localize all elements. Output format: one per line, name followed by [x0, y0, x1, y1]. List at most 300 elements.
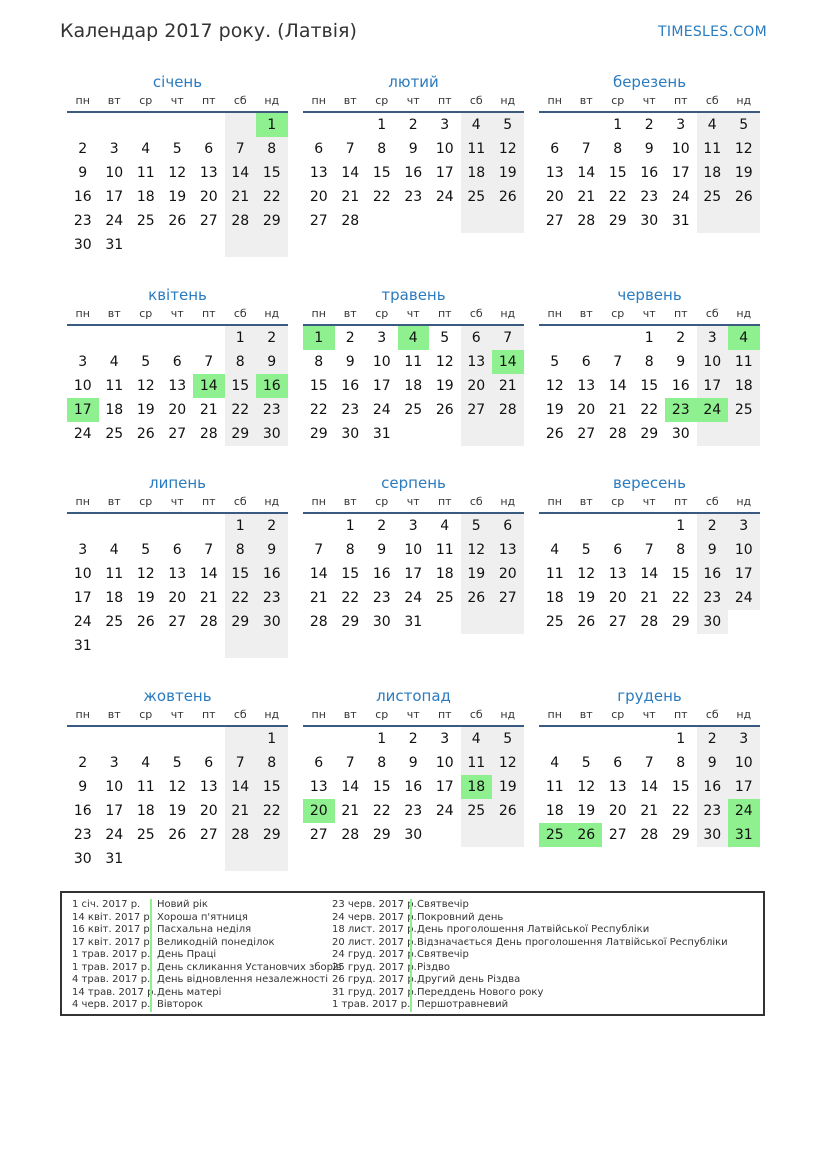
day-cell[interactable]: 30: [671, 426, 690, 442]
day-cell[interactable]: 31: [105, 237, 124, 253]
day-cell[interactable]: 16: [256, 562, 288, 586]
day-cell[interactable]: 11: [728, 350, 760, 374]
day-cell[interactable]: 18: [404, 378, 423, 394]
day-cell[interactable]: 1: [256, 727, 288, 751]
day-cell[interactable]: 22: [225, 586, 257, 610]
day-cell[interactable]: 2: [408, 117, 418, 133]
day-cell[interactable]: 8: [676, 755, 686, 771]
day-cell[interactable]: 23: [404, 189, 423, 205]
day-cell[interactable]: 11: [461, 137, 493, 161]
day-cell[interactable]: 21: [341, 803, 360, 819]
day-cell[interactable]: 8: [225, 538, 257, 562]
day-cell[interactable]: 13: [545, 165, 564, 181]
day-cell[interactable]: 31: [372, 426, 391, 442]
day-cell[interactable]: 6: [172, 542, 182, 558]
day-cell[interactable]: 24: [435, 189, 454, 205]
day-cell[interactable]: 27: [545, 213, 564, 229]
day-cell[interactable]: 6: [550, 141, 560, 157]
day-cell[interactable]: 14: [640, 566, 659, 582]
day-cell[interactable]: 30: [256, 422, 288, 446]
day-cell[interactable]: 19: [168, 189, 187, 205]
day-cell[interactable]: 31: [73, 638, 92, 654]
day-cell[interactable]: 22: [225, 398, 257, 422]
day-cell[interactable]: 9: [408, 755, 418, 771]
day-cell[interactable]: 31: [105, 851, 124, 867]
day-cell[interactable]: 7: [314, 542, 324, 558]
day-cell[interactable]: 26: [435, 402, 454, 418]
day-cell[interactable]: 10: [372, 354, 391, 370]
day-cell[interactable]: 30: [73, 237, 92, 253]
day-cell[interactable]: 9: [408, 141, 418, 157]
day-cell[interactable]: 30: [697, 610, 729, 634]
day-cell[interactable]: 23: [256, 398, 288, 422]
day-cell[interactable]: 20: [608, 803, 627, 819]
day-cell[interactable]: 3: [78, 542, 88, 558]
day-cell[interactable]: 30: [341, 426, 360, 442]
day-cell[interactable]: 19: [545, 402, 564, 418]
day-cell[interactable]: 7: [581, 141, 591, 157]
day-cell[interactable]: 29: [341, 614, 360, 630]
day-cell[interactable]: 16: [404, 779, 423, 795]
day-cell[interactable]: 5: [440, 330, 450, 346]
day-cell[interactable]: 27: [199, 213, 218, 229]
day-cell[interactable]: 14: [225, 161, 257, 185]
day-cell[interactable]: 2: [256, 514, 288, 538]
day-cell[interactable]: 23: [256, 586, 288, 610]
day-cell[interactable]: 28: [309, 614, 328, 630]
day-cell[interactable]: 1: [676, 518, 686, 534]
holiday-day-cell[interactable]: 26: [571, 823, 603, 847]
day-cell[interactable]: 9: [78, 165, 88, 181]
holiday-day-cell[interactable]: 31: [728, 823, 760, 847]
day-cell[interactable]: 2: [78, 755, 88, 771]
day-cell[interactable]: 6: [204, 141, 214, 157]
day-cell[interactable]: 23: [404, 803, 423, 819]
day-cell[interactable]: 20: [168, 590, 187, 606]
day-cell[interactable]: 15: [225, 562, 257, 586]
day-cell[interactable]: 3: [377, 330, 387, 346]
day-cell[interactable]: 27: [168, 614, 187, 630]
day-cell[interactable]: 16: [404, 165, 423, 181]
day-cell[interactable]: 20: [199, 189, 218, 205]
day-cell[interactable]: 14: [341, 779, 360, 795]
day-cell[interactable]: 1: [676, 731, 686, 747]
day-cell[interactable]: 10: [105, 165, 124, 181]
day-cell[interactable]: 23: [640, 189, 659, 205]
day-cell[interactable]: 7: [345, 755, 355, 771]
day-cell[interactable]: 30: [697, 823, 729, 847]
day-cell[interactable]: 4: [440, 518, 450, 534]
day-cell[interactable]: 11: [136, 165, 155, 181]
day-cell[interactable]: 18: [136, 803, 155, 819]
day-cell[interactable]: 27: [309, 213, 328, 229]
day-cell[interactable]: 20: [577, 402, 596, 418]
day-cell[interactable]: 3: [109, 755, 119, 771]
day-cell[interactable]: 26: [461, 586, 493, 610]
day-cell[interactable]: 27: [492, 586, 524, 610]
day-cell[interactable]: 29: [256, 209, 288, 233]
day-cell[interactable]: 13: [577, 378, 596, 394]
holiday-day-cell[interactable]: 24: [697, 398, 729, 422]
day-cell[interactable]: 3: [440, 731, 450, 747]
day-cell[interactable]: 8: [256, 751, 288, 775]
day-cell[interactable]: 15: [256, 161, 288, 185]
day-cell[interactable]: 18: [461, 161, 493, 185]
holiday-day-cell[interactable]: 24: [728, 799, 760, 823]
day-cell[interactable]: 31: [671, 213, 690, 229]
day-cell[interactable]: 5: [141, 354, 151, 370]
holiday-day-cell[interactable]: 1: [256, 113, 288, 137]
day-cell[interactable]: 2: [644, 117, 654, 133]
day-cell[interactable]: 9: [644, 141, 654, 157]
day-cell[interactable]: 7: [644, 542, 654, 558]
holiday-day-cell[interactable]: 4: [728, 326, 760, 350]
day-cell[interactable]: 24: [404, 590, 423, 606]
day-cell[interactable]: 16: [372, 566, 391, 582]
day-cell[interactable]: 6: [492, 514, 524, 538]
day-cell[interactable]: 30: [404, 827, 423, 843]
day-cell[interactable]: 11: [105, 378, 124, 394]
day-cell[interactable]: 24: [728, 586, 760, 610]
day-cell[interactable]: 14: [341, 165, 360, 181]
day-cell[interactable]: 24: [671, 189, 690, 205]
day-cell[interactable]: 16: [671, 378, 690, 394]
day-cell[interactable]: 27: [309, 827, 328, 843]
day-cell[interactable]: 10: [105, 779, 124, 795]
day-cell[interactable]: 3: [109, 141, 119, 157]
day-cell[interactable]: 15: [671, 566, 690, 582]
day-cell[interactable]: 11: [545, 779, 564, 795]
day-cell[interactable]: 7: [492, 326, 524, 350]
day-cell[interactable]: 25: [404, 402, 423, 418]
day-cell[interactable]: 12: [435, 354, 454, 370]
day-cell[interactable]: 22: [372, 803, 391, 819]
day-cell[interactable]: 29: [225, 422, 257, 446]
holiday-day-cell[interactable]: 4: [398, 326, 430, 350]
day-cell[interactable]: 11: [136, 779, 155, 795]
day-cell[interactable]: 6: [172, 354, 182, 370]
day-cell[interactable]: 23: [372, 590, 391, 606]
day-cell[interactable]: 4: [109, 354, 119, 370]
day-cell[interactable]: 19: [492, 161, 524, 185]
day-cell[interactable]: 21: [640, 803, 659, 819]
day-cell[interactable]: 5: [728, 113, 760, 137]
day-cell[interactable]: 19: [492, 775, 524, 799]
day-cell[interactable]: 16: [640, 165, 659, 181]
day-cell[interactable]: 29: [671, 827, 690, 843]
day-cell[interactable]: 31: [404, 614, 423, 630]
day-cell[interactable]: 25: [461, 185, 493, 209]
day-cell[interactable]: 4: [141, 755, 151, 771]
day-cell[interactable]: 10: [404, 542, 423, 558]
day-cell[interactable]: 8: [676, 542, 686, 558]
day-cell[interactable]: 12: [168, 165, 187, 181]
day-cell[interactable]: 28: [225, 823, 257, 847]
day-cell[interactable]: 29: [640, 426, 659, 442]
day-cell[interactable]: 2: [408, 731, 418, 747]
day-cell[interactable]: 1: [613, 117, 623, 133]
day-cell[interactable]: 17: [105, 803, 124, 819]
day-cell[interactable]: 13: [492, 538, 524, 562]
day-cell[interactable]: 26: [168, 827, 187, 843]
day-cell[interactable]: 15: [671, 779, 690, 795]
day-cell[interactable]: 4: [550, 755, 560, 771]
day-cell[interactable]: 28: [341, 213, 360, 229]
day-cell[interactable]: 12: [545, 378, 564, 394]
day-cell[interactable]: 1: [225, 514, 257, 538]
day-cell[interactable]: 13: [461, 350, 493, 374]
day-cell[interactable]: 1: [377, 117, 387, 133]
day-cell[interactable]: 18: [105, 590, 124, 606]
day-cell[interactable]: 19: [168, 803, 187, 819]
day-cell[interactable]: 26: [168, 213, 187, 229]
day-cell[interactable]: 13: [608, 566, 627, 582]
holiday-day-cell[interactable]: 14: [193, 374, 225, 398]
day-cell[interactable]: 6: [314, 141, 324, 157]
day-cell[interactable]: 22: [256, 185, 288, 209]
day-cell[interactable]: 27: [608, 614, 627, 630]
day-cell[interactable]: 12: [577, 779, 596, 795]
day-cell[interactable]: 16: [697, 562, 729, 586]
day-cell[interactable]: 14: [640, 779, 659, 795]
day-cell[interactable]: 15: [225, 374, 257, 398]
day-cell[interactable]: 10: [728, 751, 760, 775]
day-cell[interactable]: 20: [492, 562, 524, 586]
day-cell[interactable]: 10: [671, 141, 690, 157]
day-cell[interactable]: 16: [697, 775, 729, 799]
day-cell[interactable]: 25: [136, 827, 155, 843]
day-cell[interactable]: 9: [256, 350, 288, 374]
day-cell[interactable]: 22: [372, 189, 391, 205]
day-cell[interactable]: 22: [341, 590, 360, 606]
day-cell[interactable]: 11: [697, 137, 729, 161]
day-cell[interactable]: 12: [136, 378, 155, 394]
day-cell[interactable]: 25: [435, 590, 454, 606]
holiday-day-cell[interactable]: 1: [303, 326, 335, 350]
brand-logo[interactable]: TIMESLES.COM: [658, 24, 767, 40]
day-cell[interactable]: 8: [644, 354, 654, 370]
day-cell[interactable]: 29: [671, 614, 690, 630]
day-cell[interactable]: 22: [671, 590, 690, 606]
day-cell[interactable]: 12: [168, 779, 187, 795]
day-cell[interactable]: 14: [199, 566, 218, 582]
day-cell[interactable]: 11: [435, 542, 454, 558]
day-cell[interactable]: 9: [697, 751, 729, 775]
day-cell[interactable]: 14: [577, 165, 596, 181]
day-cell[interactable]: 21: [608, 402, 627, 418]
day-cell[interactable]: 25: [105, 614, 124, 630]
day-cell[interactable]: 3: [728, 514, 760, 538]
day-cell[interactable]: 25: [697, 185, 729, 209]
day-cell[interactable]: 9: [676, 354, 686, 370]
day-cell[interactable]: 28: [492, 398, 524, 422]
day-cell[interactable]: 5: [461, 514, 493, 538]
day-cell[interactable]: 21: [199, 590, 218, 606]
day-cell[interactable]: 24: [105, 827, 124, 843]
day-cell[interactable]: 27: [461, 398, 493, 422]
day-cell[interactable]: 18: [545, 590, 564, 606]
day-cell[interactable]: 26: [136, 426, 155, 442]
day-cell[interactable]: 16: [341, 378, 360, 394]
day-cell[interactable]: 21: [492, 374, 524, 398]
day-cell[interactable]: 17: [671, 165, 690, 181]
day-cell[interactable]: 2: [697, 727, 729, 751]
day-cell[interactable]: 21: [225, 185, 257, 209]
day-cell[interactable]: 1: [225, 326, 257, 350]
day-cell[interactable]: 20: [608, 590, 627, 606]
day-cell[interactable]: 29: [256, 823, 288, 847]
day-cell[interactable]: 15: [372, 165, 391, 181]
day-cell[interactable]: 13: [608, 779, 627, 795]
day-cell[interactable]: 23: [73, 213, 92, 229]
day-cell[interactable]: 10: [73, 566, 92, 582]
day-cell[interactable]: 27: [199, 827, 218, 843]
day-cell[interactable]: 3: [697, 326, 729, 350]
day-cell[interactable]: 6: [581, 354, 591, 370]
day-cell[interactable]: 22: [309, 402, 328, 418]
day-cell[interactable]: 2: [377, 518, 387, 534]
day-cell[interactable]: 19: [435, 378, 454, 394]
day-cell[interactable]: 22: [608, 189, 627, 205]
day-cell[interactable]: 28: [225, 209, 257, 233]
day-cell[interactable]: 18: [105, 402, 124, 418]
day-cell[interactable]: 4: [461, 113, 493, 137]
day-cell[interactable]: 19: [136, 590, 155, 606]
day-cell[interactable]: 30: [372, 614, 391, 630]
day-cell[interactable]: 6: [461, 326, 493, 350]
holiday-day-cell[interactable]: 25: [539, 823, 571, 847]
day-cell[interactable]: 10: [435, 141, 454, 157]
day-cell[interactable]: 3: [728, 727, 760, 751]
day-cell[interactable]: 16: [73, 189, 92, 205]
day-cell[interactable]: 17: [728, 775, 760, 799]
day-cell[interactable]: 13: [199, 165, 218, 181]
day-cell[interactable]: 21: [199, 402, 218, 418]
day-cell[interactable]: 3: [440, 117, 450, 133]
day-cell[interactable]: 27: [577, 426, 596, 442]
day-cell[interactable]: 25: [461, 799, 493, 823]
day-cell[interactable]: 27: [608, 827, 627, 843]
day-cell[interactable]: 24: [372, 402, 391, 418]
day-cell[interactable]: 24: [73, 426, 92, 442]
day-cell[interactable]: 5: [581, 755, 591, 771]
day-cell[interactable]: 17: [435, 165, 454, 181]
day-cell[interactable]: 6: [204, 755, 214, 771]
day-cell[interactable]: 5: [172, 755, 182, 771]
day-cell[interactable]: 15: [256, 775, 288, 799]
day-cell[interactable]: 10: [73, 378, 92, 394]
day-cell[interactable]: 23: [697, 799, 729, 823]
day-cell[interactable]: 21: [309, 590, 328, 606]
day-cell[interactable]: 25: [545, 614, 564, 630]
day-cell[interactable]: 5: [492, 727, 524, 751]
day-cell[interactable]: 20: [199, 803, 218, 819]
holiday-day-cell[interactable]: 14: [492, 350, 524, 374]
day-cell[interactable]: 20: [309, 189, 328, 205]
day-cell[interactable]: 2: [256, 326, 288, 350]
day-cell[interactable]: 8: [613, 141, 623, 157]
day-cell[interactable]: 18: [728, 374, 760, 398]
day-cell[interactable]: 19: [461, 562, 493, 586]
day-cell[interactable]: 15: [608, 165, 627, 181]
day-cell[interactable]: 8: [377, 755, 387, 771]
day-cell[interactable]: 17: [105, 189, 124, 205]
day-cell[interactable]: 4: [141, 141, 151, 157]
day-cell[interactable]: 5: [172, 141, 182, 157]
day-cell[interactable]: 7: [345, 141, 355, 157]
day-cell[interactable]: 13: [309, 165, 328, 181]
day-cell[interactable]: 14: [225, 775, 257, 799]
day-cell[interactable]: 29: [372, 827, 391, 843]
day-cell[interactable]: 5: [581, 542, 591, 558]
day-cell[interactable]: 18: [136, 189, 155, 205]
day-cell[interactable]: 7: [204, 542, 214, 558]
day-cell[interactable]: 13: [199, 779, 218, 795]
day-cell[interactable]: 21: [341, 189, 360, 205]
day-cell[interactable]: 21: [577, 189, 596, 205]
day-cell[interactable]: 9: [256, 538, 288, 562]
day-cell[interactable]: 12: [492, 137, 524, 161]
day-cell[interactable]: 10: [435, 755, 454, 771]
day-cell[interactable]: 18: [697, 161, 729, 185]
day-cell[interactable]: 28: [640, 614, 659, 630]
day-cell[interactable]: 7: [225, 137, 257, 161]
day-cell[interactable]: 26: [545, 426, 564, 442]
day-cell[interactable]: 25: [728, 398, 760, 422]
day-cell[interactable]: 17: [73, 590, 92, 606]
day-cell[interactable]: 8: [225, 350, 257, 374]
day-cell[interactable]: 28: [640, 827, 659, 843]
day-cell[interactable]: 7: [644, 755, 654, 771]
day-cell[interactable]: 2: [345, 330, 355, 346]
day-cell[interactable]: 9: [377, 542, 387, 558]
day-cell[interactable]: 13: [168, 566, 187, 582]
day-cell[interactable]: 19: [577, 803, 596, 819]
day-cell[interactable]: 20: [461, 374, 493, 398]
day-cell[interactable]: 29: [608, 213, 627, 229]
day-cell[interactable]: 21: [225, 799, 257, 823]
day-cell[interactable]: 13: [309, 779, 328, 795]
day-cell[interactable]: 5: [550, 354, 560, 370]
day-cell[interactable]: 12: [136, 566, 155, 582]
day-cell[interactable]: 12: [577, 566, 596, 582]
day-cell[interactable]: 8: [345, 542, 355, 558]
day-cell[interactable]: 26: [492, 185, 524, 209]
day-cell[interactable]: 26: [492, 799, 524, 823]
day-cell[interactable]: 1: [377, 731, 387, 747]
day-cell[interactable]: 24: [435, 803, 454, 819]
day-cell[interactable]: 10: [697, 350, 729, 374]
holiday-day-cell[interactable]: 17: [67, 398, 99, 422]
day-cell[interactable]: 17: [435, 779, 454, 795]
day-cell[interactable]: 6: [613, 542, 623, 558]
day-cell[interactable]: 17: [404, 566, 423, 582]
day-cell[interactable]: 18: [545, 803, 564, 819]
day-cell[interactable]: 5: [492, 113, 524, 137]
day-cell[interactable]: 10: [728, 538, 760, 562]
day-cell[interactable]: 12: [492, 751, 524, 775]
day-cell[interactable]: 28: [608, 426, 627, 442]
day-cell[interactable]: 6: [314, 755, 324, 771]
day-cell[interactable]: 17: [728, 562, 760, 586]
day-cell[interactable]: 24: [105, 213, 124, 229]
day-cell[interactable]: 1: [345, 518, 355, 534]
day-cell[interactable]: 23: [73, 827, 92, 843]
day-cell[interactable]: 8: [314, 354, 324, 370]
day-cell[interactable]: 19: [577, 590, 596, 606]
day-cell[interactable]: 20: [545, 189, 564, 205]
day-cell[interactable]: 8: [377, 141, 387, 157]
